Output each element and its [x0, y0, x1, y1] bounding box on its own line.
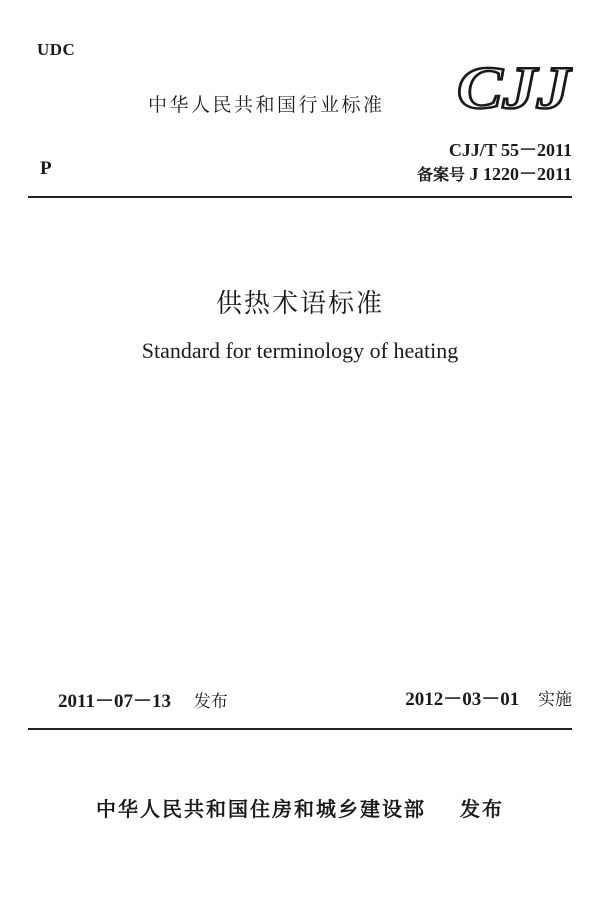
cjj-logo	[455, 60, 573, 112]
industry-standard-heading: 中华人民共和国行业标准	[148, 94, 385, 116]
category-letter: P	[40, 158, 52, 179]
cjj-logo-text: CJJ	[457, 60, 573, 112]
implement-date: 2012－03－01	[405, 689, 520, 710]
udc-label: UDC	[37, 40, 76, 59]
implement-line	[405, 684, 572, 711]
bottom-divider	[28, 728, 572, 730]
publisher-name: 中华人民共和国住房和城乡建设部	[96, 797, 426, 821]
publisher-line	[0, 793, 600, 822]
top-divider	[28, 196, 572, 198]
cjj-logo-mark	[455, 60, 573, 112]
title-english: Standard for terminology of heating	[141, 338, 459, 363]
issue-label: 发布	[193, 692, 228, 712]
record-number: J 1220－2011	[469, 164, 572, 184]
title-chinese: 供热术语标准	[215, 289, 384, 319]
record-number-line	[417, 160, 572, 186]
issue-line	[58, 686, 228, 713]
record-label: 备案号	[416, 165, 465, 184]
publish-label: 发布	[460, 797, 504, 821]
issue-date: 2011－07－13	[58, 691, 171, 712]
implement-label: 实施	[538, 690, 572, 710]
standard-number: CJJ/T 55－2011	[448, 140, 572, 160]
